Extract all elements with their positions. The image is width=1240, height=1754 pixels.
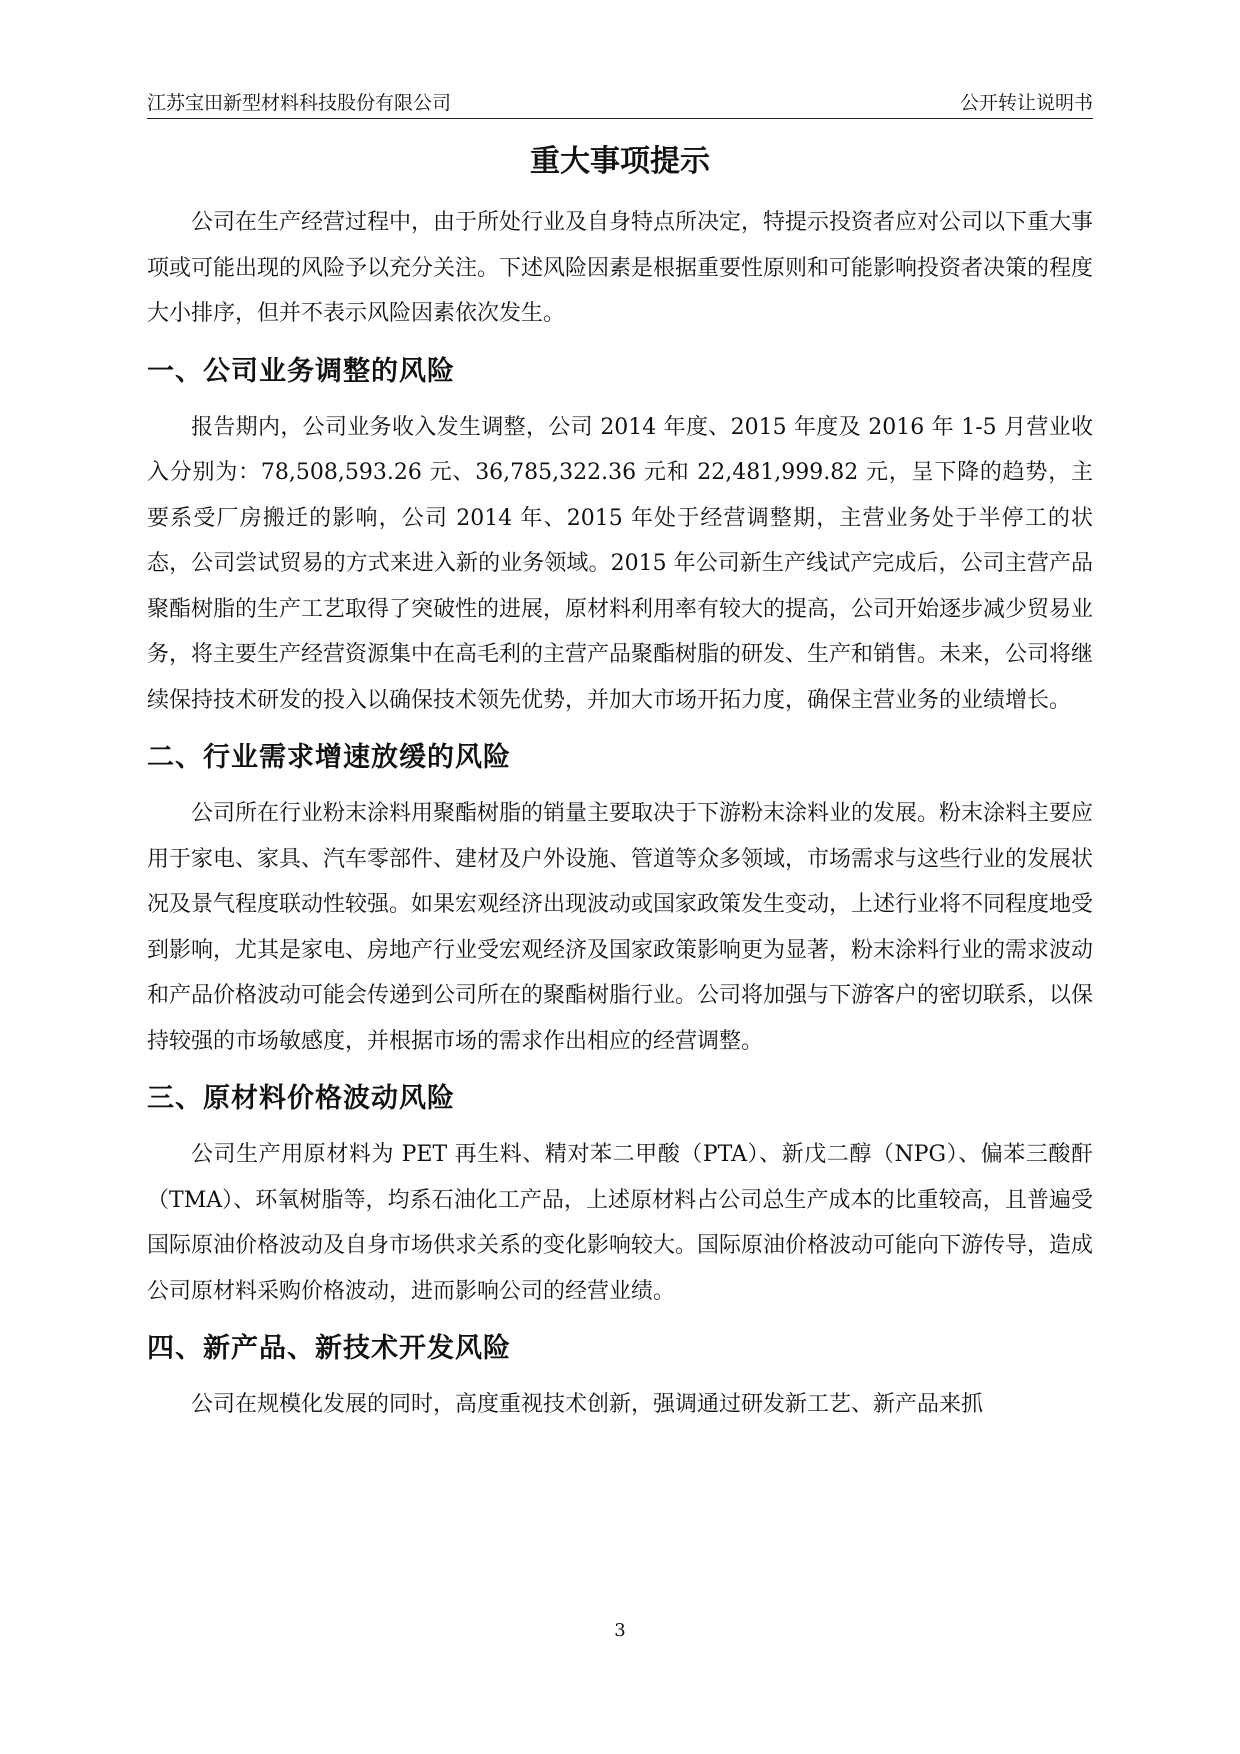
page-number: 3: [614, 1620, 626, 1641]
section-body-3: 公司生产用原材料为 PET 再生料、精对苯二甲酸（PTA）、新戊二醇（NPG）、偏苯三酸酐（TMA）、环氧树脂等，均系石油化工产品，上述原材料占公司总生产成本的比重较高，且普遍受国际原油价格波动及自身市场供求关系的变化影响较大。国际原油价格波动可能向下游传导，造成公司原材料采购价格波动，进而影响公司的经营业绩。: [147, 1142, 1094, 1304]
section-body-2: 公司所在行业粉末涂料用聚酯树脂的销量主要取决于下游粉末涂料业的发展。粉末涂料主要应用于家电、家具、汽车零部件、建材及户外设施、管道等众多领域，市场需求与这些行业的发展状况及景气程度联动性较强。如果宏观经济出现波动或国家政策发生变动，上述行业将不同程度地受到影响，尤其是家电、房地产行业受宏观经济及国家政策影响更为显著，粉末涂料行业的需求波动和产品价格波动可能会传递到公司所在的聚酯树脂行业。公司将加强与下游客户的密切联系，以保持较强的市场敏感度，并根据市场的需求作出相应的经营调整。: [147, 801, 1094, 1054]
document-body: [147, 200, 1093, 1428]
section-body-1: 报告期内，公司业务收入发生调整，公司 2014 年度、2015 年度及 2016 年 1-5 月营业收入分别为：78,508,593.26 元、36,785,322.36 元和 22,481,999.82 元，呈下降的趋势，主要系受厂房搬迁的影响，公司 2014 年、2015 年处于经营调整期，主营业务处于半停工的状态，公司尝试贸易的方式来进入新的业务领域。2015 年公司新生产线试产完成后，公司主营产品聚酯树脂的生产工艺取得了突破性的进展，原材料利用率有较大的提高，公司开始逐步减少贸易业务，将主要生产经营资源集中在高毛利的主营产品聚酯树脂的研发、生产和销售。未来，公司将继续保持技术研发的投入以确保技术领先优势，并加大市场开拓力度，确保主营业务的业绩增长。: [147, 414, 1094, 713]
header-company: 江苏宝田新型材料科技股份有限公司: [147, 92, 452, 114]
page-header: [147, 86, 1093, 119]
page-title: 重大事项提示: [530, 144, 710, 179]
header-doc-type: 公开转让说明书: [959, 92, 1093, 114]
section-heading-3: 三、原材料价格波动风险: [147, 1083, 455, 1114]
section-heading-2: 二、行业需求增速放缓的风险: [147, 742, 511, 773]
intro-paragraph: 公司在生产经营过程中，由于所处行业及自身特点所决定，特提示投资者应对公司以下重大事项或可能出现的风险予以充分关注。下述风险因素是根据重要性原则和可能影响投资者决策的程度大小排序，但并不表示风险因素依次发生。: [147, 210, 1094, 326]
section-heading-4: 四、新产品、新技术开发风险: [147, 1333, 511, 1364]
section-heading-1: 一、公司业务调整的风险: [147, 355, 455, 387]
section-body-4: 公司在规模化发展的同时，高度重视技术创新，强调通过研发新工艺、新产品来抓: [191, 1392, 984, 1417]
